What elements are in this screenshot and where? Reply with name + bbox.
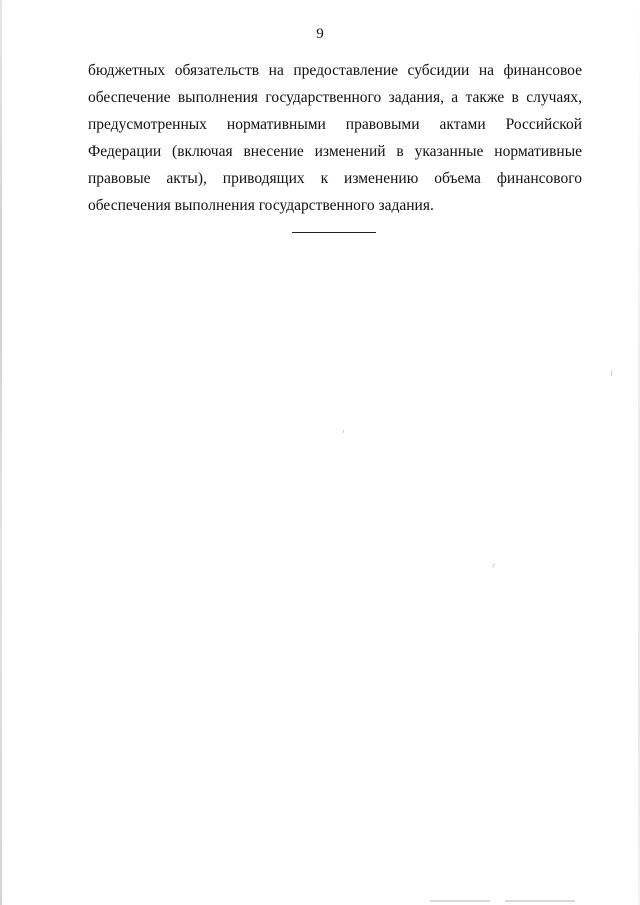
text-line: обеспечения выполнения государственного задания. (88, 197, 434, 214)
body-paragraph (88, 57, 582, 219)
text-line: Федерации (включая внесение изменений в указанные нормативные (88, 143, 582, 160)
text-line: бюджетных обязательств на предоставление субсидии на финансовое (88, 62, 582, 79)
text-line: предусмотренных нормативными правовыми актами Российской (88, 116, 582, 133)
scan-footer-mark (430, 900, 490, 902)
scan-footer-mark (505, 900, 575, 902)
scan-speck (611, 370, 612, 376)
scan-edge-left (0, 0, 2, 905)
scan-speck (492, 563, 496, 568)
end-separator-line (292, 232, 376, 233)
text-line: правовые акты), приводящих к изменению объема финансового (88, 170, 582, 187)
page-number: 9 (316, 26, 324, 42)
text-line: обеспечение выполнения государственного задания, а также в случаях, (88, 89, 582, 106)
scan-speck (343, 430, 344, 433)
